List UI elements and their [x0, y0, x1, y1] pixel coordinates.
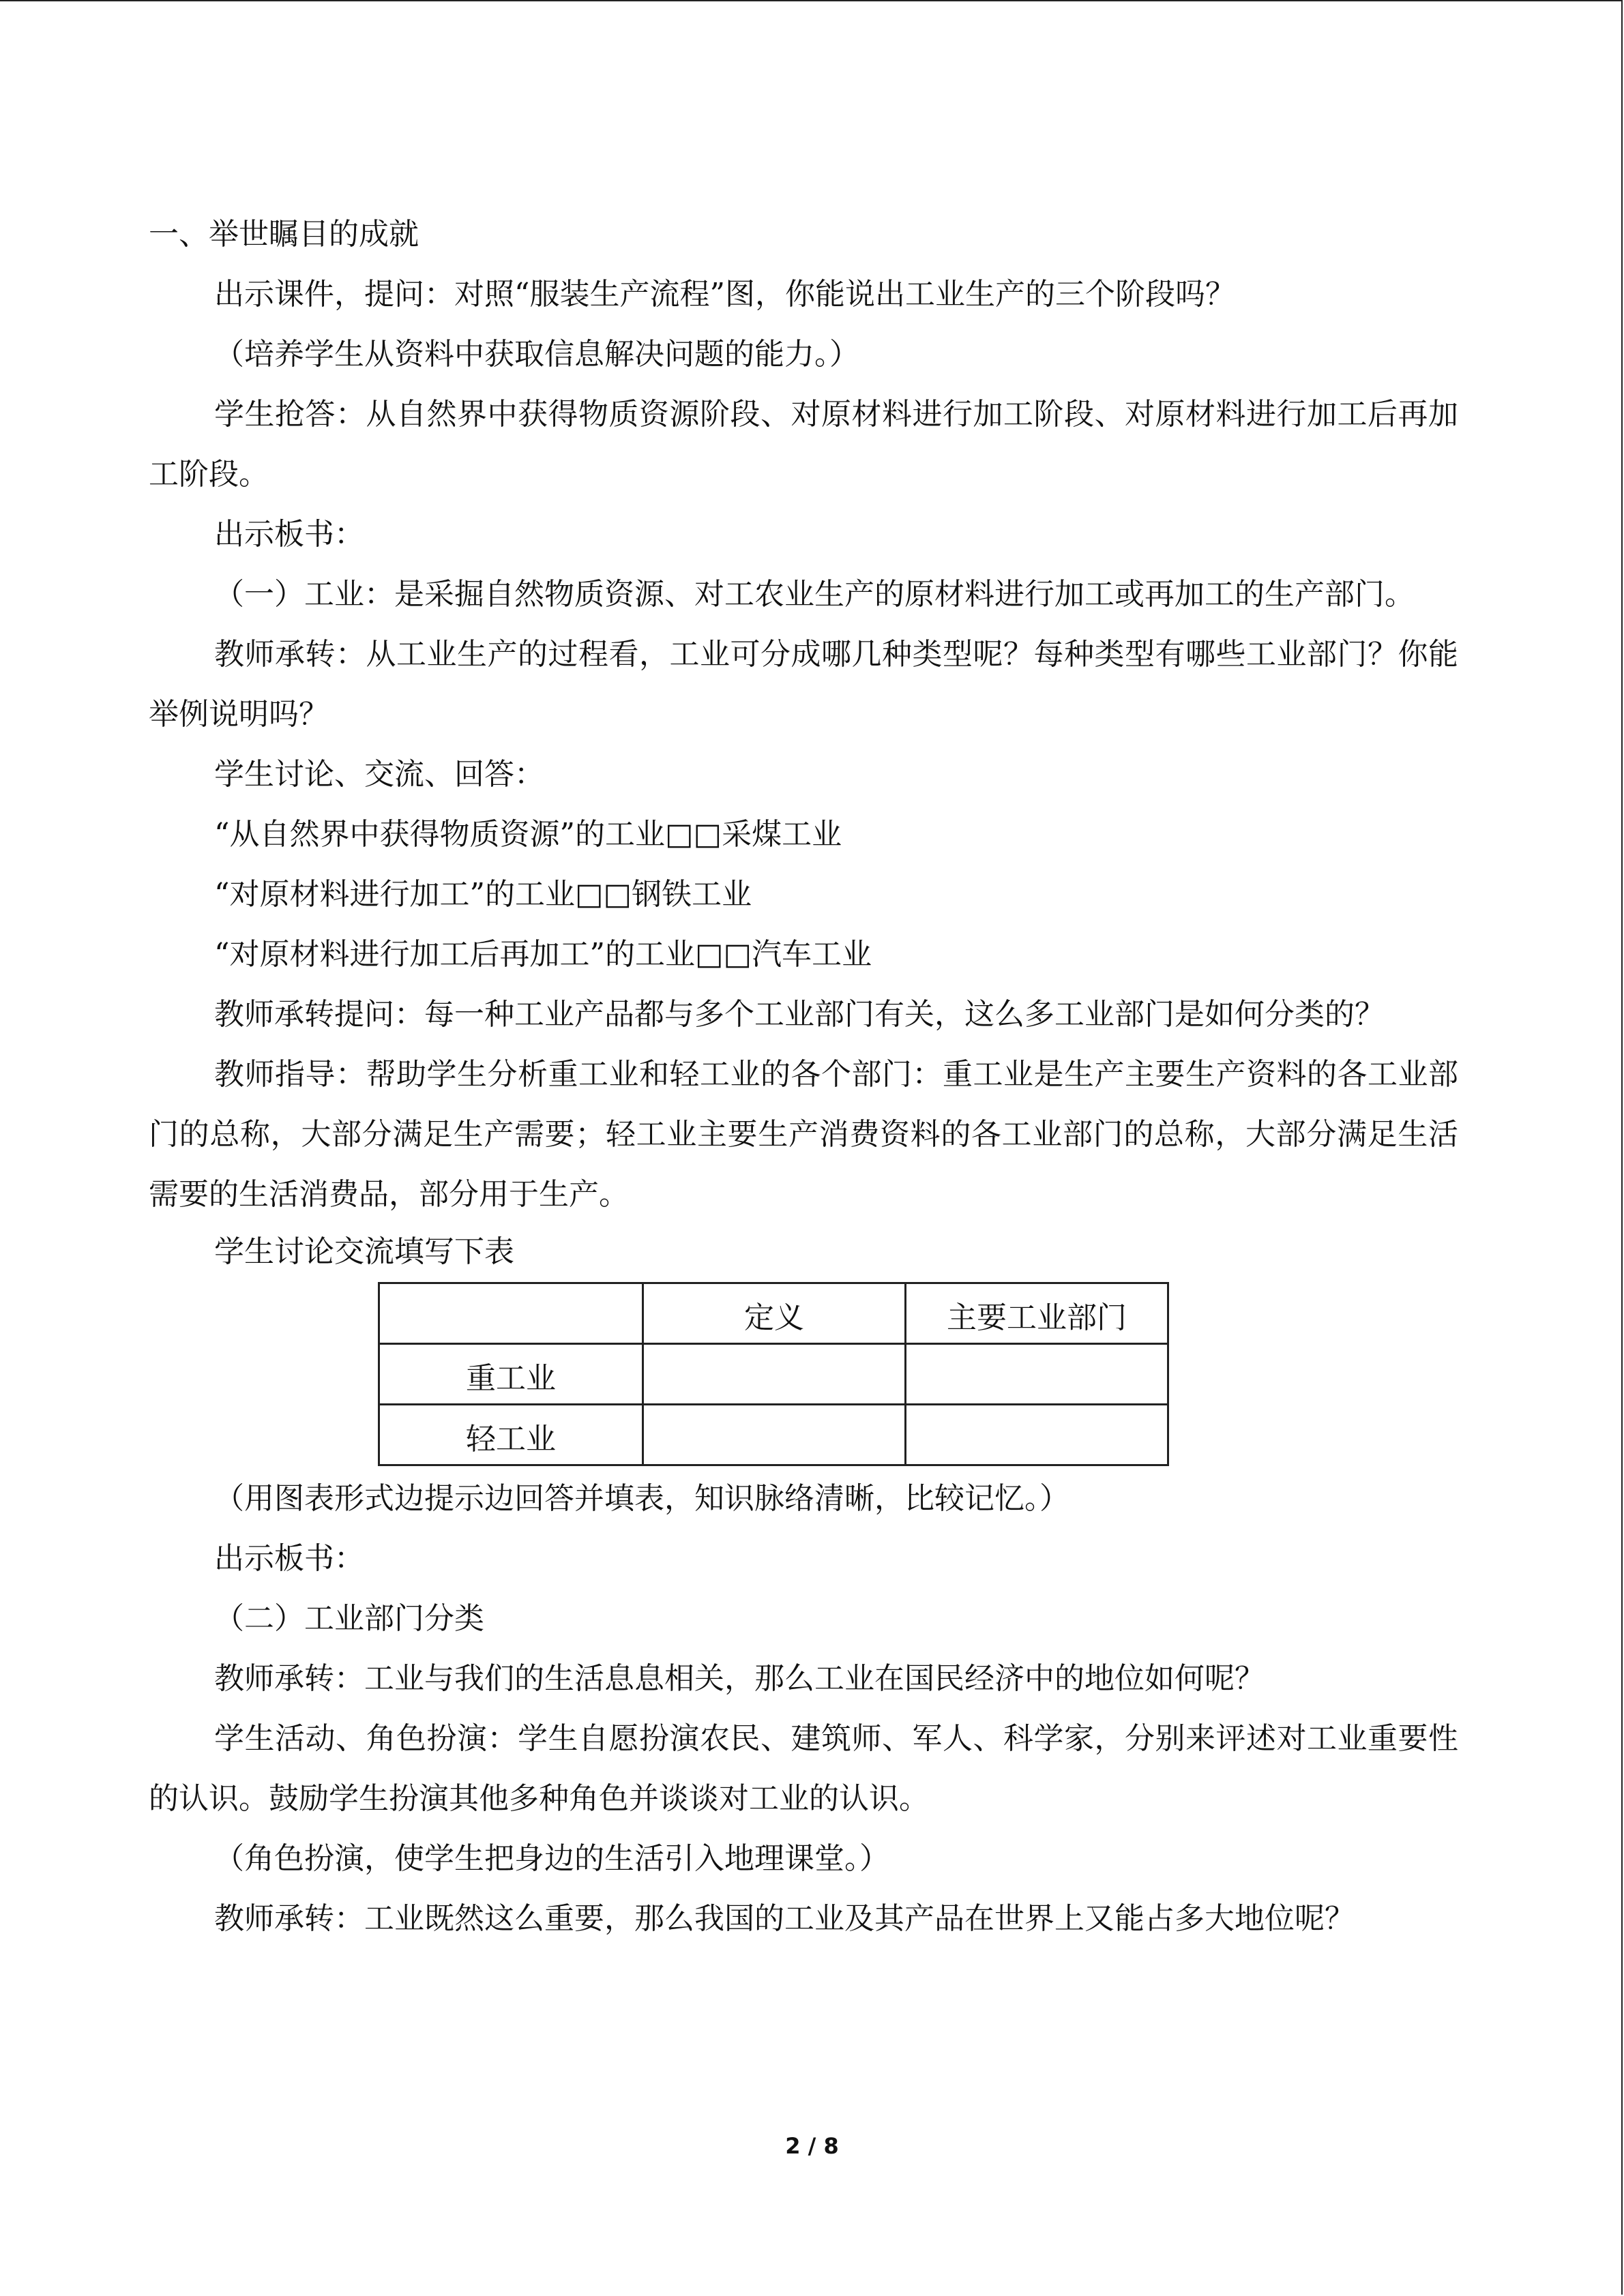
- paragraph: （一）工业：是采掘自然物质资源、对工农业生产的原材料进行加工或再加工的生产部门。: [214, 577, 1415, 612]
- paragraph: “从自然界中获得物质资源”的工业□□采煤工业: [214, 817, 842, 852]
- paragraph: 学生抢答：从自然界中获得物质资源阶段、对原材料进行加工阶段、对原材料进行加工后再加工阶段。: [149, 397, 1458, 492]
- industry-table-wrapper: [378, 1282, 1458, 1466]
- section-title: 一、举世瞩目的成就: [149, 217, 419, 252]
- table-row: [379, 1405, 1168, 1465]
- table-row-label: 轻工业: [379, 1405, 643, 1465]
- paragraph: 教师承转：从工业生产的过程看，工业可分成哪几种类型呢？每种类型有哪些工业部门？你能举例说明吗？: [149, 637, 1458, 732]
- paragraph: 学生活动、角色扮演：学生自愿扮演农民、建筑师、军人、科学家，分别来评述对工业重要性的认识。鼓励学生扮演其他多种角色并谈谈对工业的认识。: [149, 1721, 1458, 1816]
- table-header-row: [379, 1283, 1168, 1344]
- paragraph: 教师承转提问：每一种工业产品都与多个工业部门有关，这么多工业部门是如何分类的？: [214, 997, 1385, 1032]
- paragraph: 出示课件，提问：对照“服装生产流程”图，你能说出工业生产的三个阶段吗？: [214, 277, 1235, 312]
- table-cell-definition: [643, 1344, 906, 1405]
- paragraph: （二）工业部门分类: [214, 1601, 484, 1636]
- paragraph: （培养学生从资料中获取信息解决问题的能力。）: [214, 337, 859, 372]
- paragraph: “对原材料进行加工”的工业□□钢铁工业: [214, 877, 752, 912]
- table-row-label: 重工业: [379, 1344, 643, 1405]
- paragraph: 教师承转：工业与我们的生活息息相关，那么工业在国民经济中的地位如何呢？: [214, 1661, 1265, 1696]
- table-row: [379, 1344, 1168, 1405]
- document-body: [149, 205, 1458, 1949]
- paragraph: 出示板书：: [214, 517, 364, 552]
- paragraph: “对原材料进行加工后再加工”的工业□□汽车工业: [214, 937, 872, 972]
- paragraph: 学生讨论交流填写下表: [214, 1234, 514, 1269]
- table-cell-departments: [906, 1344, 1168, 1405]
- page-number: 2 / 8: [785, 2133, 839, 2159]
- table-header-cell: 主要工业部门: [906, 1283, 1168, 1344]
- paragraph: 学生讨论、交流、回答：: [214, 757, 544, 792]
- paragraph: 教师承转：工业既然这么重要，那么我国的工业及其产品在世界上又能占多大地位呢？: [214, 1901, 1355, 1936]
- industry-table: [378, 1282, 1169, 1466]
- table-header-cell: 定义: [643, 1283, 906, 1344]
- table-cell-definition: [643, 1405, 906, 1465]
- paragraph: （角色扮演，使学生把身边的生活引入地理课堂。）: [214, 1841, 889, 1876]
- paragraph: 出示板书：: [214, 1541, 364, 1576]
- paragraph: 教师指导：帮助学生分析重工业和轻工业的各个部门：重工业是生产主要生产资料的各工业部门的总称，大部分满足生产需要；轻工业主要生产消费资料的各工业部门的总称，大部分满足生活需要的生活消费品，部分用于生产。: [149, 1057, 1458, 1212]
- table-cell-departments: [906, 1405, 1168, 1465]
- table-header-cell: [379, 1283, 643, 1344]
- paragraph: （用图表形式边提示边回答并填表，知识脉络清晰，比较记忆。）: [214, 1481, 1069, 1516]
